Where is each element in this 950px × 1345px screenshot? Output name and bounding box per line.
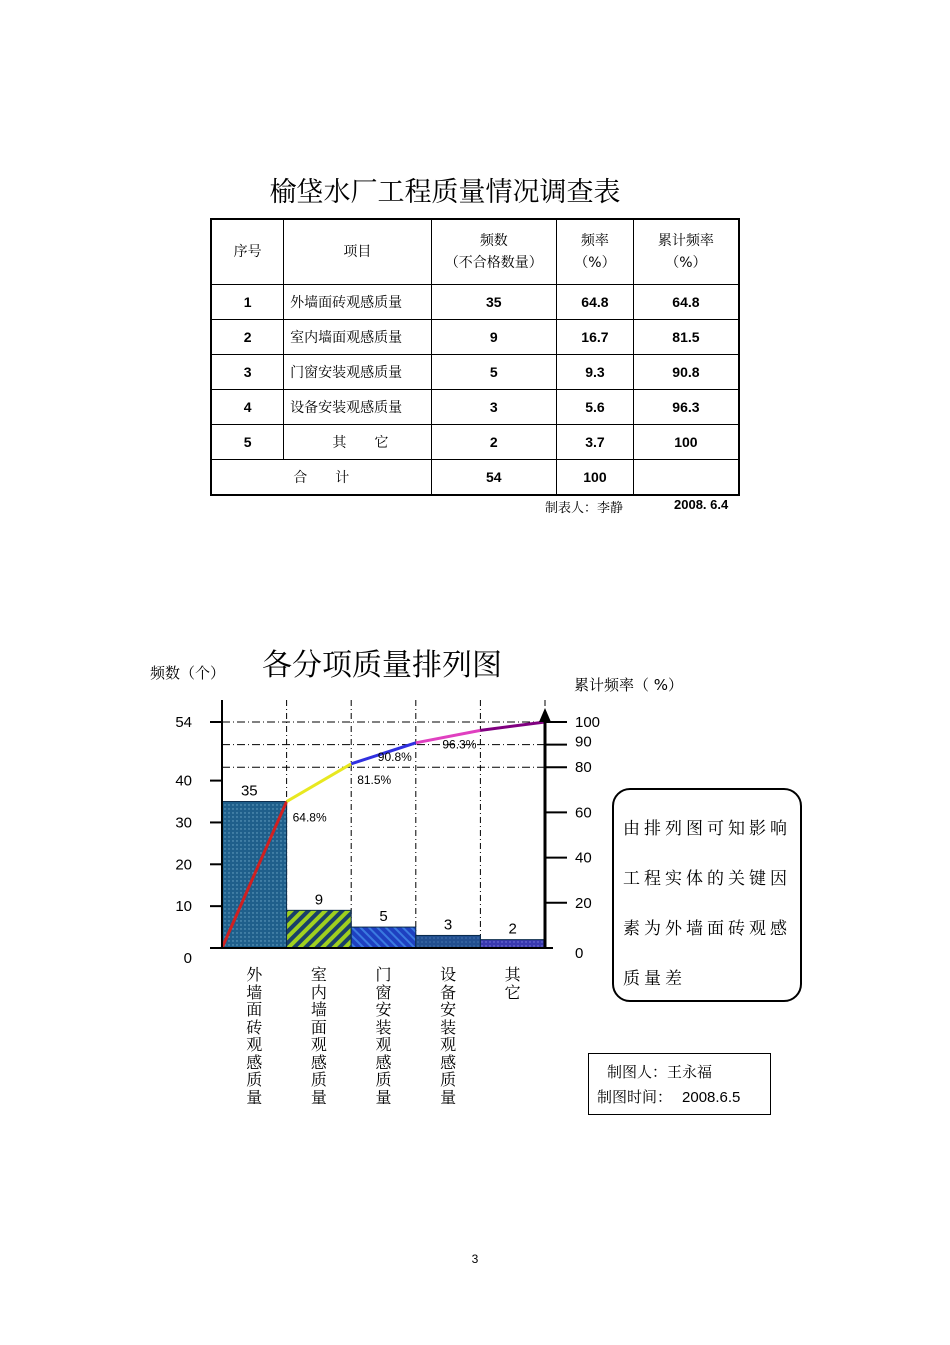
page-number: 3 bbox=[471, 1252, 479, 1266]
row-rate: 16.7 bbox=[557, 320, 634, 355]
conclusion-box: 由排列图可知影响工程实体的关键因素为外墙面砖观感质量差 bbox=[612, 788, 802, 1002]
row-cumulative: 96.3 bbox=[633, 390, 739, 425]
row-frequency: 5 bbox=[431, 355, 556, 390]
category-label: 门窗安装观感质量 bbox=[375, 965, 392, 1107]
y2-tick-label: 80 bbox=[575, 759, 592, 777]
y2-tick-label: 60 bbox=[575, 804, 592, 822]
table-date: 2008. 6.4 bbox=[674, 497, 729, 512]
cumulative-label: 96.3% bbox=[442, 737, 477, 752]
row-item: 设备安装观感质量 bbox=[284, 390, 431, 425]
bar-value-label: 5 bbox=[379, 908, 388, 926]
y2-tick-label: 90 bbox=[575, 733, 592, 751]
row-item: 外墙面砖观感质量 bbox=[284, 285, 431, 320]
cumulative-label: 90.8% bbox=[377, 749, 412, 764]
y2-tick-label: 40 bbox=[575, 849, 592, 867]
header-rate: 频率 （%） bbox=[557, 219, 634, 285]
y-tick-label: 54 bbox=[175, 714, 192, 731]
y2-tick-label: 100 bbox=[575, 714, 601, 731]
y-tick-label: 20 bbox=[175, 856, 192, 874]
y-tick-label: 10 bbox=[175, 898, 192, 916]
total-frequency: 54 bbox=[431, 460, 556, 496]
row-index: 1 bbox=[211, 285, 284, 320]
bar-value-label: 3 bbox=[443, 916, 453, 934]
header-cumulative: 累计频率 （%） bbox=[633, 219, 739, 285]
bar-value-label: 2 bbox=[508, 920, 517, 938]
row-index: 2 bbox=[211, 320, 284, 355]
header-index: 序号 bbox=[211, 219, 284, 285]
y2-tick-label: 0 bbox=[575, 945, 584, 962]
chart-time-label: 制图时间： bbox=[597, 1088, 673, 1106]
table-title: 榆垡水厂工程质量情况调查表 bbox=[269, 177, 621, 208]
row-rate: 3.7 bbox=[557, 425, 634, 460]
y-tick-label: 40 bbox=[175, 772, 192, 790]
row-rate: 9.3 bbox=[557, 355, 634, 390]
category-label: 其它 bbox=[504, 965, 521, 1002]
row-frequency: 9 bbox=[431, 320, 556, 355]
row-index: 4 bbox=[211, 390, 284, 425]
header-frequency: 频数 （不合格数量） bbox=[431, 219, 556, 285]
cumulative-label: 81.5% bbox=[357, 772, 392, 787]
header-item: 项目 bbox=[284, 219, 431, 285]
row-cumulative: 90.8 bbox=[633, 355, 739, 390]
row-cumulative: 64.8 bbox=[633, 285, 739, 320]
y-tick-label: 0 bbox=[183, 950, 192, 967]
row-frequency: 3 bbox=[431, 390, 556, 425]
bar bbox=[287, 910, 352, 948]
table-maker: 制表人：李静 bbox=[545, 501, 624, 516]
row-cumulative: 81.5 bbox=[633, 320, 739, 355]
y2-tick-label: 20 bbox=[575, 894, 592, 912]
total-rate: 100 bbox=[557, 460, 634, 496]
row-item: 其 它 bbox=[284, 425, 431, 460]
bar-value-label: 9 bbox=[314, 891, 324, 909]
chart-time-row bbox=[597, 1085, 770, 1110]
bar-value-label: 35 bbox=[240, 782, 258, 800]
row-index: 3 bbox=[211, 355, 284, 390]
chart-maker-box bbox=[588, 1053, 771, 1115]
cumulative-segment bbox=[287, 764, 352, 802]
y2-axis-label: 累计频率（ %） bbox=[574, 676, 684, 694]
y-axis-right-arrow bbox=[539, 708, 551, 722]
category-label: 室内墙面观感质量 bbox=[310, 965, 327, 1107]
chart-title: 各分项质量排列图 bbox=[262, 648, 502, 683]
bar bbox=[416, 935, 481, 948]
bar bbox=[480, 940, 545, 948]
row-cumulative: 100 bbox=[633, 425, 739, 460]
row-rate: 5.6 bbox=[557, 390, 634, 425]
category-label: 外墙面砖观感质量 bbox=[246, 965, 263, 1107]
cumulative-segment bbox=[480, 722, 545, 730]
row-item: 门窗安装观感质量 bbox=[284, 355, 431, 390]
row-frequency: 35 bbox=[431, 285, 556, 320]
total-label: 合 计 bbox=[211, 460, 431, 496]
chart-time: 2008.6.5 bbox=[682, 1089, 741, 1106]
cumulative-label: 64.8% bbox=[292, 810, 327, 825]
row-rate: 64.8 bbox=[557, 285, 634, 320]
y-tick-label: 30 bbox=[175, 814, 192, 832]
bar bbox=[351, 927, 416, 948]
row-item: 室内墙面观感质量 bbox=[284, 320, 431, 355]
bars bbox=[222, 802, 545, 948]
category-label: 设备安装观感质量 bbox=[440, 965, 457, 1107]
chart-maker: 制图人：王永福 bbox=[607, 1063, 713, 1081]
row-index: 5 bbox=[211, 425, 284, 460]
y-axis-label: 频数（个） bbox=[150, 664, 226, 682]
row-frequency: 2 bbox=[431, 425, 556, 460]
